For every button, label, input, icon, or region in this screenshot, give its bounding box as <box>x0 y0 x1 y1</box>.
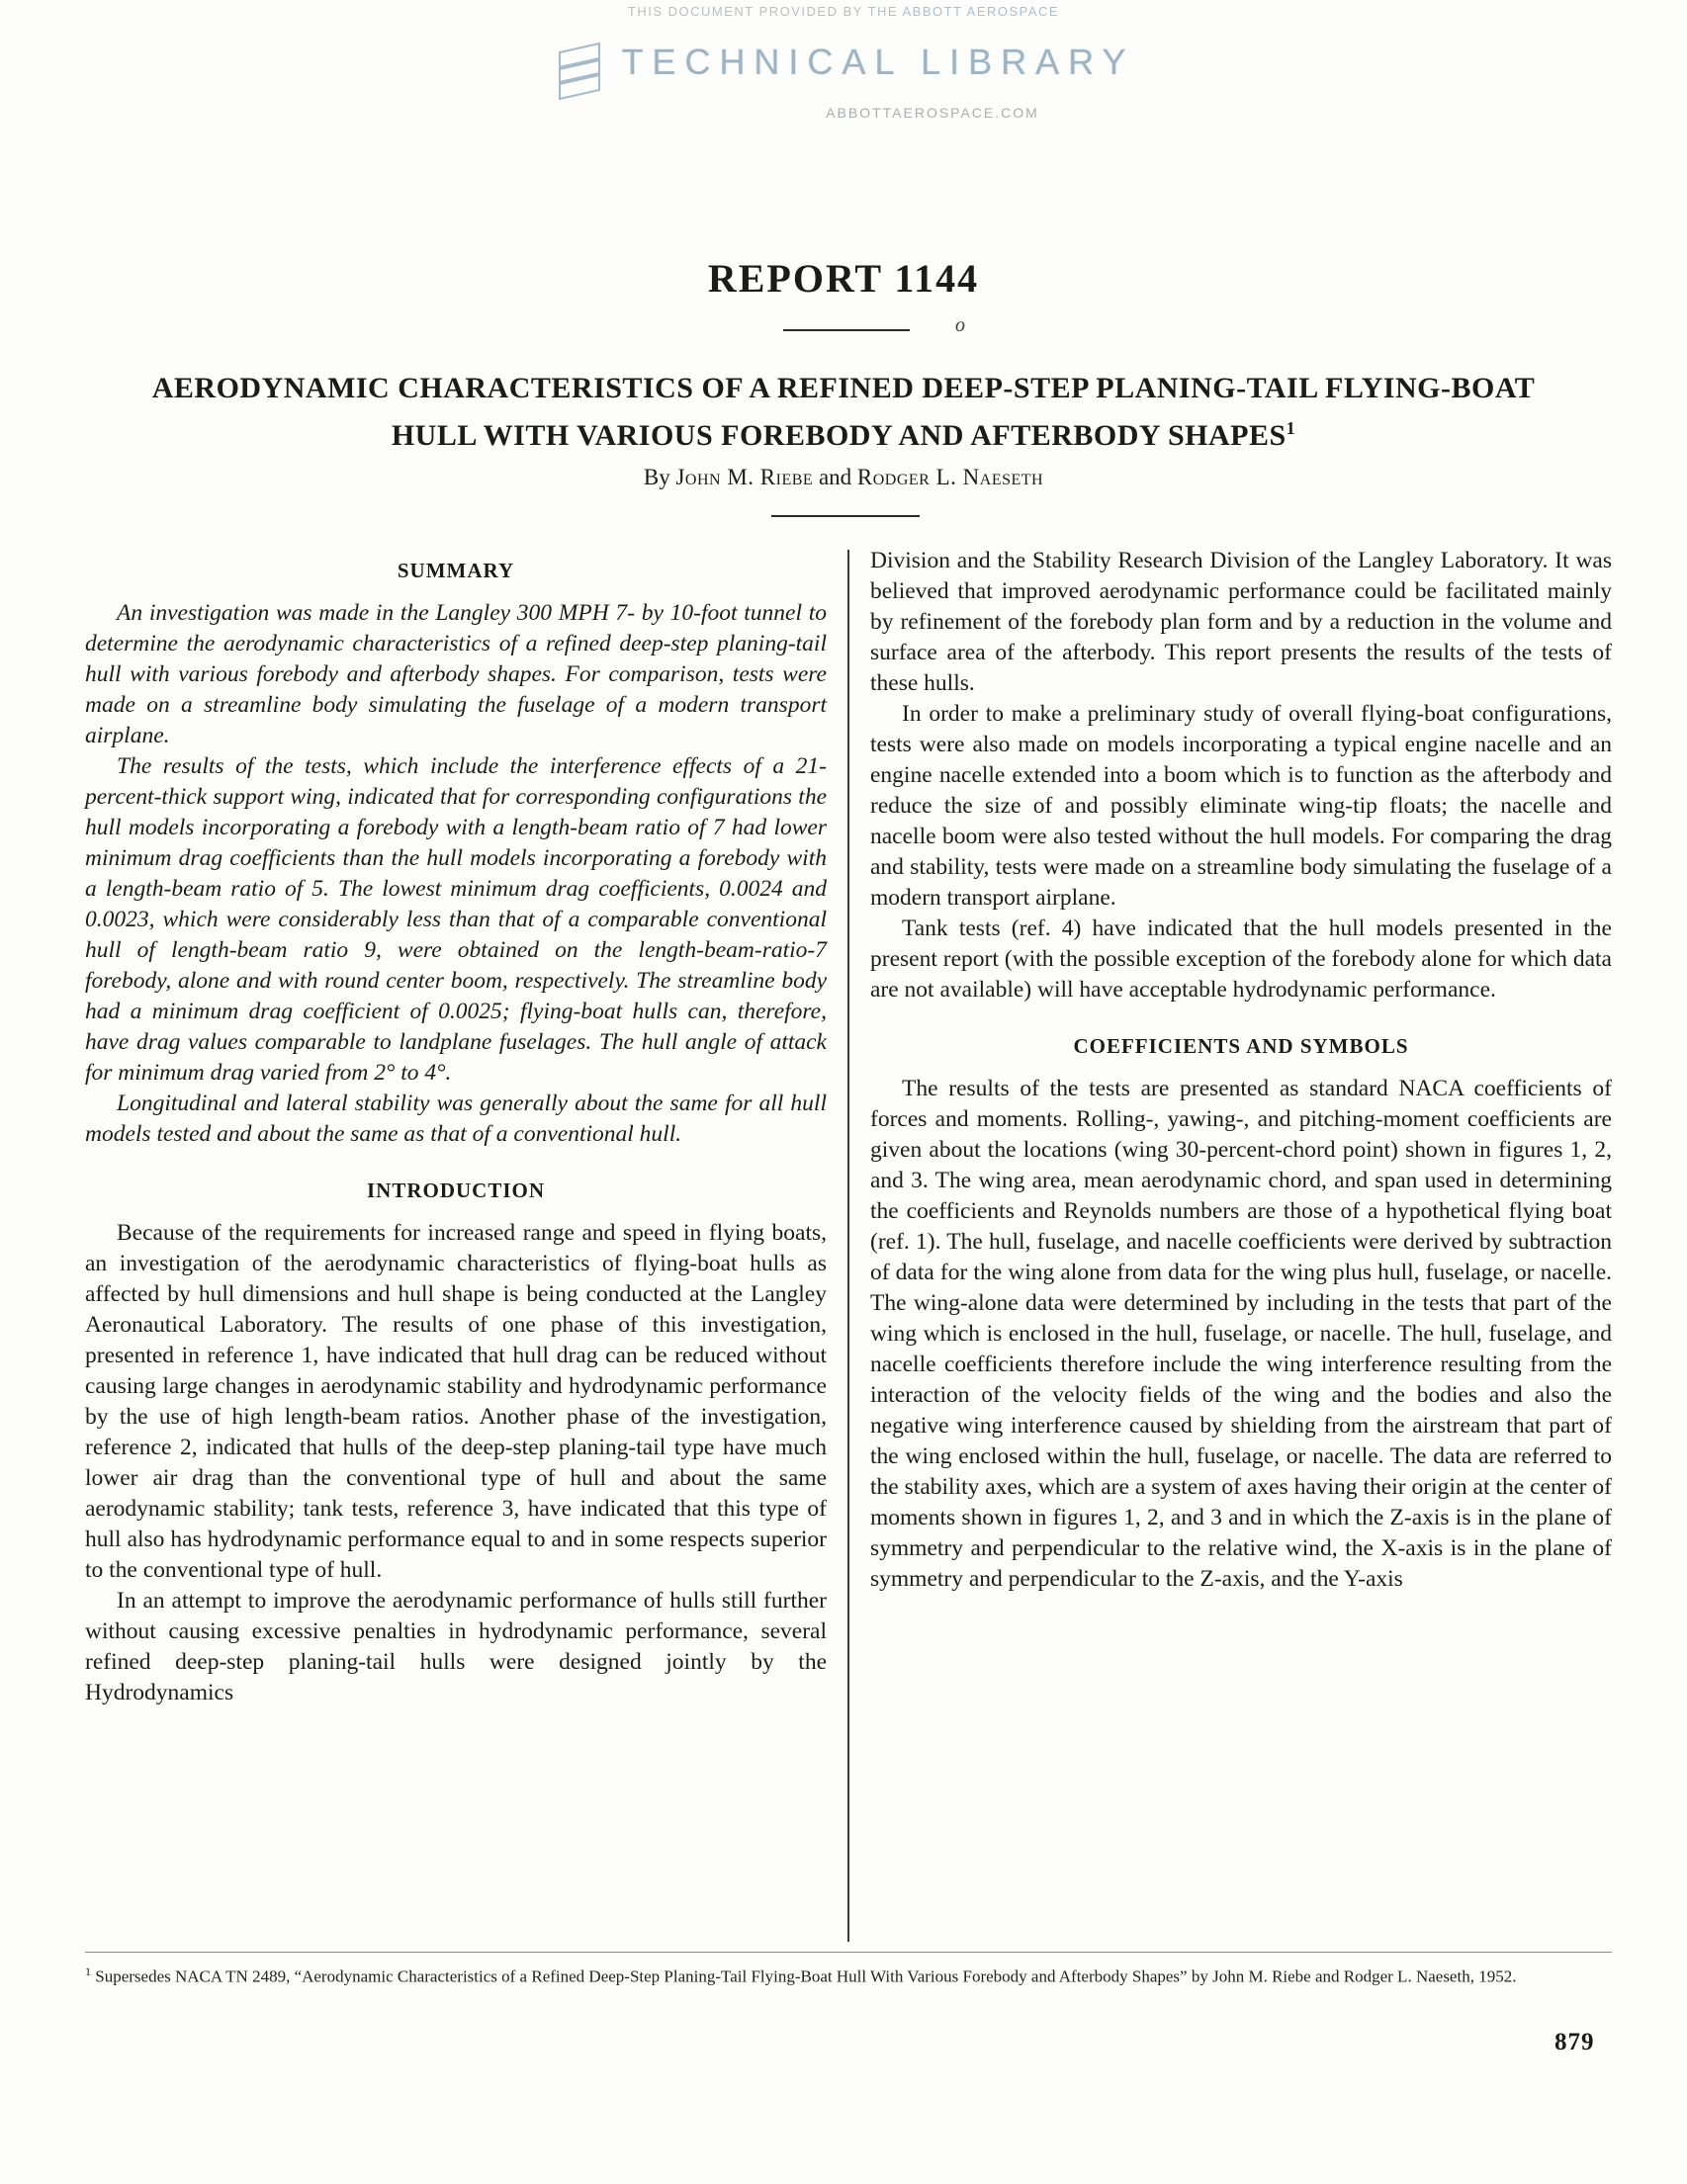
right-column <box>870 546 1612 1708</box>
stacked-pages-icon <box>552 39 607 104</box>
column-divider-rule <box>847 550 849 1942</box>
watermark-provided-prefix: THIS DOCUMENT PROVIDED BY THE <box>627 4 899 19</box>
byline-conjunction: and <box>813 465 857 489</box>
summary-heading: SUMMARY <box>397 559 515 582</box>
introduction-paragraph: In an attempt to improve the aerodynamic performance of hulls still further without causing excessive penalties in hydrodynamic performance, several refined deep-step planing-tail hulls were designed jointly by the Hydrodynamics <box>85 1588 827 1705</box>
footnote <box>85 1952 1612 1988</box>
report-title <box>59 368 1628 456</box>
report-number-rule <box>783 329 910 331</box>
footnote-marker: 1 <box>85 1965 91 1978</box>
summary-paragraph: Longitudinal and lateral stability was generally about the same for all hull models tested and about the same as that of a conventional hull. <box>85 1091 827 1147</box>
byline-prefix: By <box>643 465 676 489</box>
coefficients-heading: COEFFICIENTS AND SYMBOLS <box>1073 1034 1409 1058</box>
footnote-text: Supersedes NACA TN 2489, “Aerodynamic Characteristics of a Refined Deep-Step Planing-Tail Flying-Boat Hull With Various Forebody and Afterbody Shapes” by John M. Riebe and Rodger L. Naeseth, 1952. <box>91 1966 1517 1986</box>
watermark-provided-line <box>0 4 1687 19</box>
report-title-line1: AERODYNAMIC CHARACTERISTICS OF A REFINED DEEP-STEP PLANING-TAIL FLYING-BOAT <box>151 372 1536 404</box>
introduction-heading: INTRODUCTION <box>366 1179 546 1202</box>
report-number: REPORT 1144 <box>707 256 980 301</box>
introduction-paragraph: Because of the requirements for increased range and speed in flying boats, an investigation of the aerodynamic characteristics of flying-boat hulls as affected by hull dimensions and hull shape is being conducted at the Langley Aeronautical Laboratory. The results of one phase of this investigation, presented in reference 1, have indicated that hull drag can be reduced without causing large changes in aerodynamic stability and hydrodynamic performance by the use of high length-beam ratios. Another phase of the investigation, reference 2, indicated that hulls of the deep-step planing-tail type have much lower air drag than the conventional type of hull and about the same aerodynamic stability; tank tests, reference 3, have indicated that this type of hull also has hydrodynamic performance equal to and in some respects superior to the conventional type of hull. <box>85 1220 827 1583</box>
body-paragraph: In order to make a preliminary study of overall flying-boat configurations, tests were also made on models incorporating a typical engine nacelle and an engine nacelle extended into a boom which is to function as the afterbody and reduce the size of and possibly eliminate wing-tip floats; the nacelle and nacelle boom were also tested without the hull models. For comparing the drag and stability, tests were made on a streamline body simulating the fuselage of a modern transport airplane. <box>870 701 1612 911</box>
watermark-title: TECHNICAL LIBRARY <box>621 42 1135 82</box>
title-footnote-marker: 1 <box>1286 418 1296 438</box>
scan-artifact-mark: o <box>955 314 965 336</box>
left-column <box>85 546 827 1708</box>
body-paragraph: Tank tests (ref. 4) have indicated that the hull models presented in the present report (with the possible exception of the forebody alone for which data are not available) will have acceptable hydrodynamic performance. <box>870 916 1612 1003</box>
page-number: 879 <box>1554 2029 1595 2055</box>
byline <box>0 465 1687 490</box>
library-watermark <box>0 4 1687 121</box>
summary-paragraph: An investigation was made in the Langley 300 MPH 7- by 10-foot tunnel to determine the aerodynamic characteristics of a refined deep-step planing-tail hull with various forebody and afterbody shapes. For comparison, tests were made on a streamline body simulating the fuselage of a modern transport airplane. <box>85 600 827 748</box>
watermark-brand: ABBOTT AEROSPACE <box>902 4 1060 19</box>
author-2: Rodger L. Naeseth <box>856 465 1044 489</box>
author-1: John M. Riebe <box>675 465 814 489</box>
byline-rule <box>771 515 920 517</box>
body-paragraph: Division and the Stability Research Division of the Langley Laboratory. It was believed that improved aerodynamic performance could be facilitated mainly by refinement of the forebody plan form and by a reduction in the volume and surface area of the afterbody. This report presents the results of the tests of these hulls. <box>870 548 1612 696</box>
coefficients-paragraph: The results of the tests are presented as standard NACA coefficients of forces and moments. Rolling-, yawing-, and pitching-moment coefficients are given about the locations (wing 30-percent-chord point) shown in figures 1, 2, and 3. The wing area, mean aerodynamic chord, and span used in determining the coefficients and Reynolds numbers are those of a hypothetical flying boat (ref. 1). The hull, fuselage, and nacelle coefficients were derived by subtraction of data for the wing alone from data for the wing plus hull, fuselage, or nacelle. The wing-alone data were determined by including in the tests that part of the wing which is enclosed in the hull, fuselage, or nacelle. The hull, fuselage, and nacelle coefficients therefore include the wing interference resulting from the interaction of the velocity fields of the wing and the bodies and also the negative wing interference caused by shielding from the airstream that part of the wing enclosed within the hull, fuselage, or nacelle. The data are referred to the stability axes, which are a system of axes having their origin at the center of moments shown in figures 1, 2, and 3 and in which the Z-axis is in the plane of symmetry and perpendicular to the relative wind, the X-axis is in the plane of symmetry and perpendicular to the Z-axis, and the Y-axis <box>870 1076 1612 1592</box>
report-title-line2: HULL WITH VARIOUS FOREBODY AND AFTERBODY SHAPES <box>391 419 1287 452</box>
watermark-url: ABBOTTAEROSPACE.COM <box>826 105 1039 121</box>
summary-paragraph: The results of the tests, which include the interference effects of a 21-percent-thick support wing, indicated that for corresponding configurations the hull models incorporating a forebody with a length-beam ratio of 7 had lower minimum drag coefficients than the hull models incorporating a forebody with a length-beam ratio of 5. The lowest minimum drag coefficients, 0.0024 and 0.0023, which were considerably less than that of a comparable conventional hull of length-beam ratio 9, were obtained on the length-beam-ratio-7 forebody, alone and with round center boom, respectively. The streamline body had a minimum drag coefficient of 0.0025; flying-boat hulls can, therefore, have drag values comparable to landplane fuselages. The hull angle of attack for minimum drag varied from 2° to 4°. <box>85 753 827 1086</box>
